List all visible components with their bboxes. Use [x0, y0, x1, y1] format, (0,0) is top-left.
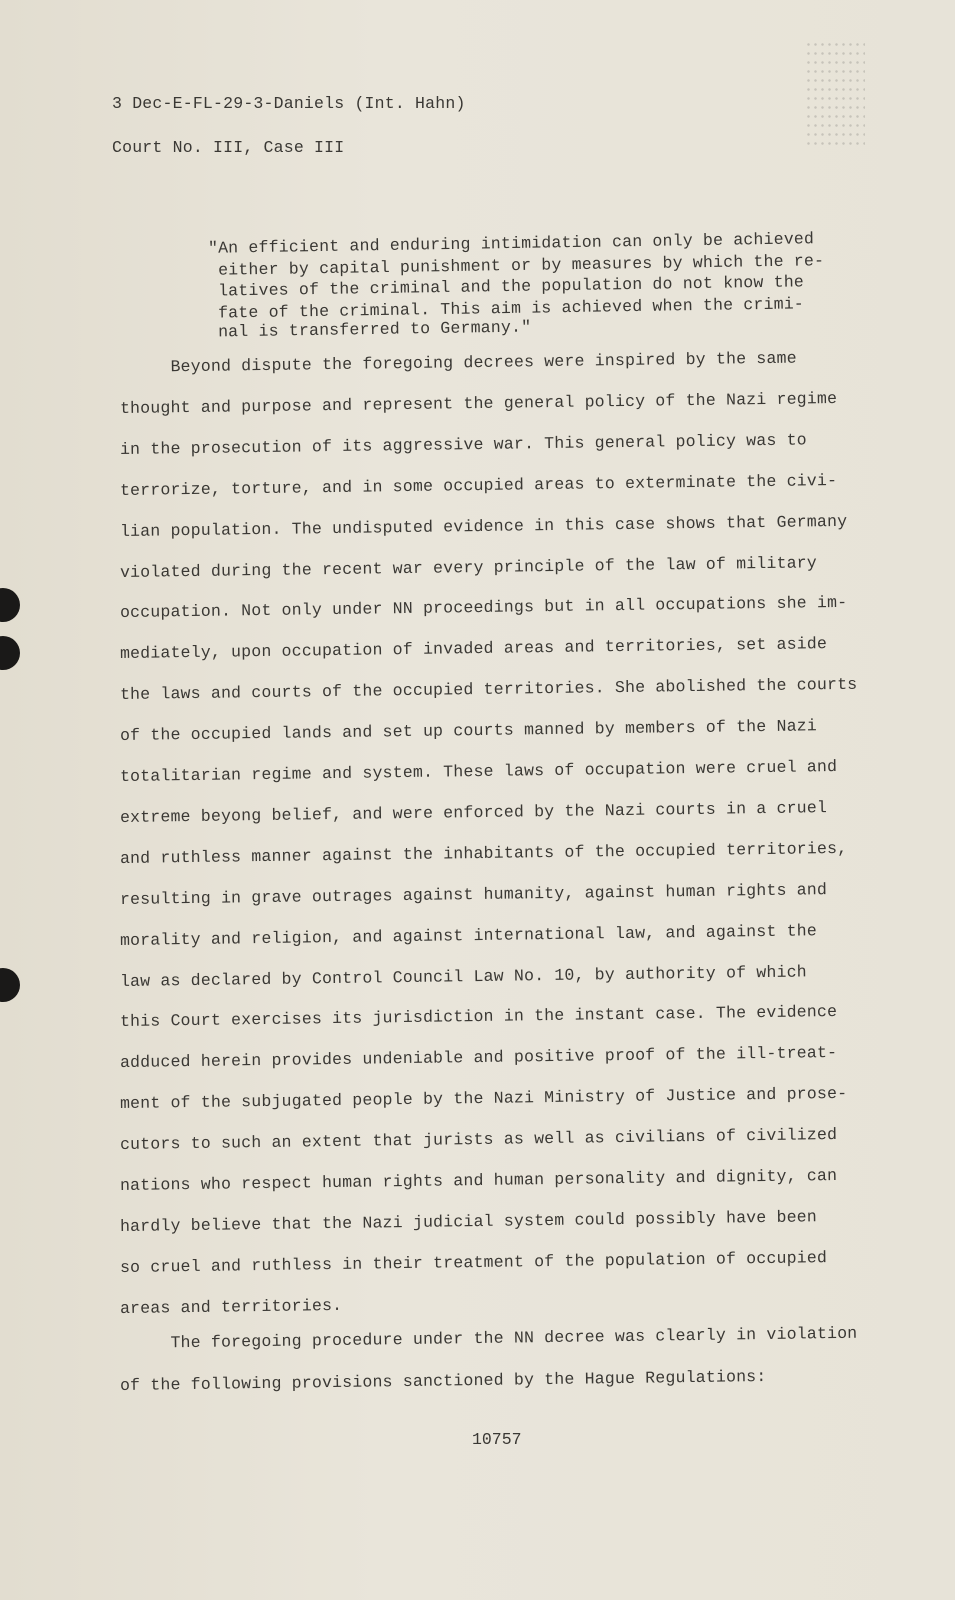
text-line: the laws and courts of the occupied territories. She abolished the courts — [119, 674, 858, 705]
text-line: violated during the recent war every principle of the law of military — [119, 552, 818, 582]
document-reference: 3 Dec-E-FL-29-3-Daniels (Int. Hahn) — [112, 94, 466, 113]
text-line: areas and territories. — [119, 1295, 343, 1318]
text-line: nations who respect human rights and human personality and dignity, can — [119, 1165, 838, 1195]
text-line: adduced herein provides undeniable and positive proof of the ill-treat- — [119, 1043, 838, 1073]
text-line: terrorize, torture, and in some occupied areas to exterminate the civi- — [119, 470, 838, 500]
text-line: of the following provisions sanctioned by the Hague Regulations: — [119, 1366, 767, 1395]
binder-hole — [0, 968, 20, 1002]
text-line: "An efficient and enduring intimidation can only be achieved — [207, 229, 815, 258]
text-line: and ruthless manner against the inhabitants of the occupied territories, — [119, 838, 848, 868]
text-line: cutors to such an extent that jurists as well as civilians of civilized — [119, 1125, 838, 1155]
paper-specks — [805, 40, 865, 150]
text-line: lian population. The undisputed evidence in this case shows that Germany — [119, 511, 848, 541]
text-line: either by capital punishment or by measures by which the re- — [207, 250, 825, 280]
text-line: in the prosecution of its aggressive war. This general policy was to — [119, 430, 807, 459]
page-number: 10757 — [472, 1430, 522, 1449]
text-line: latives of the criminal and the population do not know the — [207, 272, 805, 301]
text-line: occupation. Not only under NN proceedings but in all occupations she im- — [119, 593, 848, 623]
text-line: The foregoing procedure under the NN decree was clearly in violation — [119, 1323, 858, 1353]
text-line: ment of the subjugated people by the Nazi Ministry of Justice and prose- — [119, 1084, 848, 1114]
text-line: fate of the criminal. This aim is achieved when the crimi- — [207, 293, 805, 323]
text-line: resulting in grave outrages against humanity, against human rights and — [119, 879, 828, 909]
text-line: hardly believe that the Nazi judicial system could possibly have been — [119, 1207, 818, 1236]
text-line: morality and religion, and against international law, and against the — [119, 920, 818, 950]
binder-hole — [0, 588, 20, 622]
text-line: thought and purpose and represent the general policy of the Nazi regime — [119, 388, 838, 418]
text-line: this Court exercises its jurisdiction in the instant case. The evidence — [119, 1002, 838, 1032]
text-line: of the occupied lands and set up courts manned by members of the Nazi — [119, 716, 818, 746]
text-line: law as declared by Control Council Law No. 10, by authority of which — [119, 961, 807, 991]
text-line: nal is transferred to Germany." — [207, 317, 532, 342]
binder-hole — [0, 636, 20, 670]
text-line: so cruel and ruthless in their treatment of the population of occupied — [119, 1247, 828, 1277]
text-line: totalitarian regime and system. These laws of occupation were cruel and — [119, 756, 838, 786]
text-line: extreme beyong belief, and were enforced by the Nazi courts in a cruel — [119, 798, 828, 827]
text-line: Beyond dispute the foregoing decrees were inspired by the same — [119, 348, 797, 377]
court-case: Court No. III, Case III — [112, 138, 345, 157]
text-line: mediately, upon occupation of invaded areas and territories, set aside — [119, 634, 828, 664]
